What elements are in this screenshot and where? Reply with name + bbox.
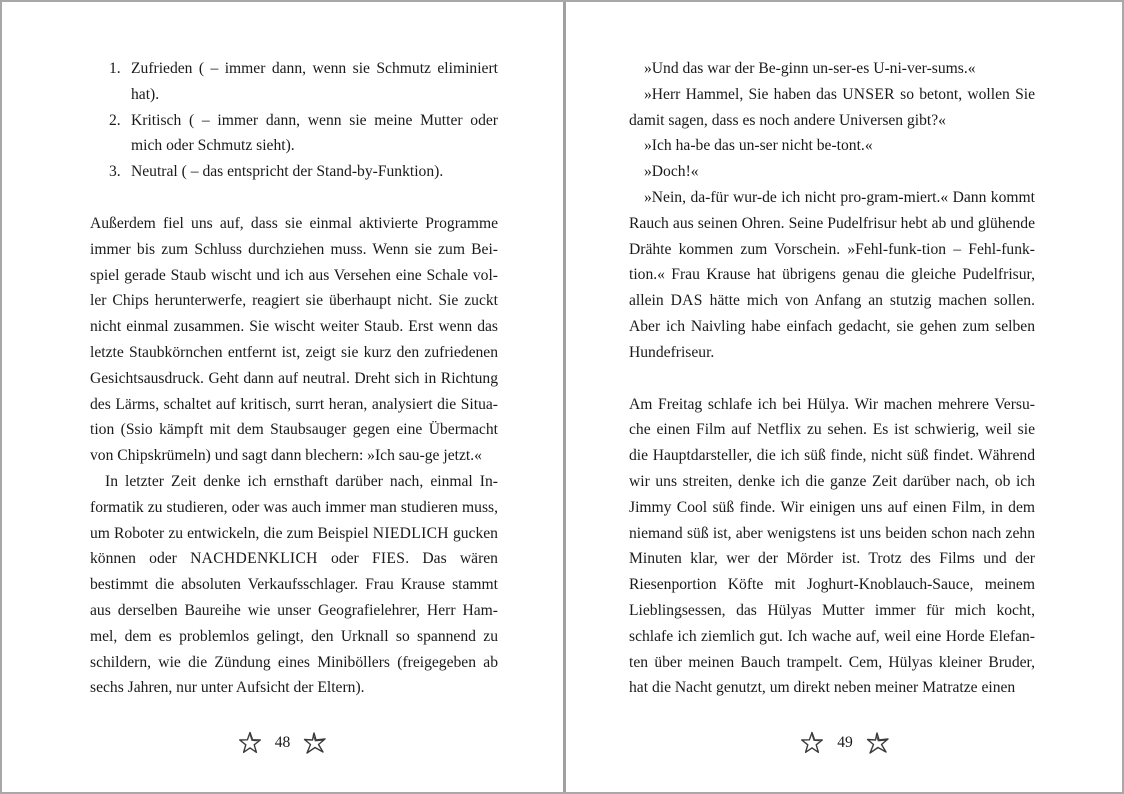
list-item (90, 56, 498, 108)
list-item-text: Kritisch ( – immer dann, wenn sie meine Mutter oder mich oder Schmutz sieht). (131, 111, 498, 155)
small-caps-word: NIEDLICH (372, 524, 449, 542)
right-page-text (629, 56, 1035, 701)
outline-star-icon (237, 730, 263, 756)
text-run: oder (317, 550, 372, 568)
right-page-footer (566, 728, 1124, 758)
text-run: »Herr Hammel, Sie haben das (644, 85, 843, 103)
numbered-list (90, 56, 498, 185)
paragraph-roboter-programme: Außerdem fiel uns auf, dass sie einmal aktivierte Programme immer bis zum Schluss durchziehen muss. Wenn sie zum Beispiel gerade Staub wischt und ich aus Versehen eine Schale voller Chips herunterwerfe, reagiert sie überhaupt nicht. Sie zuckt nicht einmal zusammen. Sie wischt weiter Staub. Erst wenn das letzte Staubkörnchen entfernt ist, zeigt sie kurz den zufriedenen Gesichtsausdruck. Geht dann auf neutral. Dreht sich in Richtung des Lärms, schaltet auf kritisch, surrt heran, analysiert die Situation (Ssio kämpft mit dem Staubsauger gegen eine Übermacht von Chipskrümeln) und sagt dann blechern: »Ich sau-ge jetzt.« (90, 214, 498, 465)
small-caps-word: NACHDENKLICH (190, 550, 318, 568)
dialogue-line (629, 82, 1035, 134)
paragraph-informatik (90, 469, 498, 701)
small-caps-word: UNSER (842, 85, 895, 103)
text-run: »Nein, da-für wur-de ich nicht pro-gram-miert.« Dann kommt Rauch aus seinen Ohren. Seine Pudelfrisur hebt ab und glühende Drähte kommen zum Vorschein. »Fehl-funk-tion – Fehl-funk-tion.« Frau Krause hat übrigens genau die gleiche Pudelfrisur, allein (629, 188, 1035, 310)
page-number: 48 (274, 734, 291, 751)
outline-star-icon (799, 730, 825, 756)
text-run: gucken können oder (90, 524, 498, 568)
small-caps-word: FIES (371, 550, 406, 568)
left-page-footer (2, 728, 563, 758)
list-item-number: 2. (109, 111, 121, 129)
list-item-number: 1. (109, 60, 121, 77)
sketch-star-icon (865, 730, 891, 756)
text-run: . Das wären bestimmt die absoluten Verkaufsschlager. Frau Krause stammt aus derselben Baureihe wie unser Geografielehrer, Herr Hammel, dem es problemlos gelingt, den Urknall so spannend zu schildern, wie die Zündung eines Miniböllers (freigegeben ab sechs Jahren, nur unter Aufsicht der Eltern). (90, 550, 498, 697)
list-item (90, 108, 498, 160)
list-item (90, 159, 498, 185)
page-number: 49 (837, 734, 853, 751)
right-page (566, 2, 1124, 792)
dialogue-line: »Ich ha-be das un-ser nicht be-tont.« (644, 137, 873, 155)
list-item-text: Neutral ( – das entspricht der Stand-by-Funktion). (131, 163, 444, 181)
text-run: In letzter Zeit denke ich ernsthaft darüber nach, einmal Informatik zu studieren, oder was auch immer man studieren muss, um Roboter zu entwickeln, die zum Beispiel (90, 472, 498, 542)
left-page-text (90, 56, 498, 701)
sketch-star-icon (302, 730, 328, 756)
left-page (2, 2, 563, 792)
text-run: hätte mich von Anfang an stutzig machen sollen. Aber ich Naivling habe einfach gedacht, sie gehen zum selben Hundefriseur. (629, 292, 1035, 361)
small-caps-word: DAS (670, 292, 703, 310)
dialogue-line: »Und das war der Be-ginn un-ser-es U-ni-ver-sums.« (644, 60, 976, 77)
paragraph-freitag: Am Freitag schlafe ich bei Hülya. Wir machen mehrere Versuche einen Film auf Netflix zu sehen. Es ist schwierig, weil sie die Hauptdarsteller, die ich süß finde, nicht süß findet. Während wir uns streiten, denke ich die ganze Zeit darüber nach, ob ich Jimmy Cool süß finde. Wir einigen uns auf einen Film, in dem niemand süß ist, aber wenigstens ist uns beiden schon nach zehn Minuten klar, wer der Mörder ist. Trotz des Films und der Riesenportion Köfte mit Joghurt-Knoblauch-Sauce, meinem Lieblingsessen, das Hülyas Mutter immer für mich kocht, schlafe ich ziemlich gut. Ich wache auf, weil eine Horde Elefanten über meinen Bauch trampelt. Cem, Hülyas kleiner Bruder, hat die Nacht genutzt, um direkt neben meiner Matratze einen (629, 395, 1035, 697)
text-run: so betont, wollen Sie damit sagen, dass es noch andere Universen gibt?« (629, 85, 1036, 129)
list-item-number: 3. (109, 163, 121, 181)
dialogue-line: »Doch!« (644, 163, 699, 181)
list-item-text: Zufrieden ( – immer dann, wenn sie Schmutz eliminiert hat). (131, 60, 498, 103)
dialogue-line (629, 185, 1035, 366)
